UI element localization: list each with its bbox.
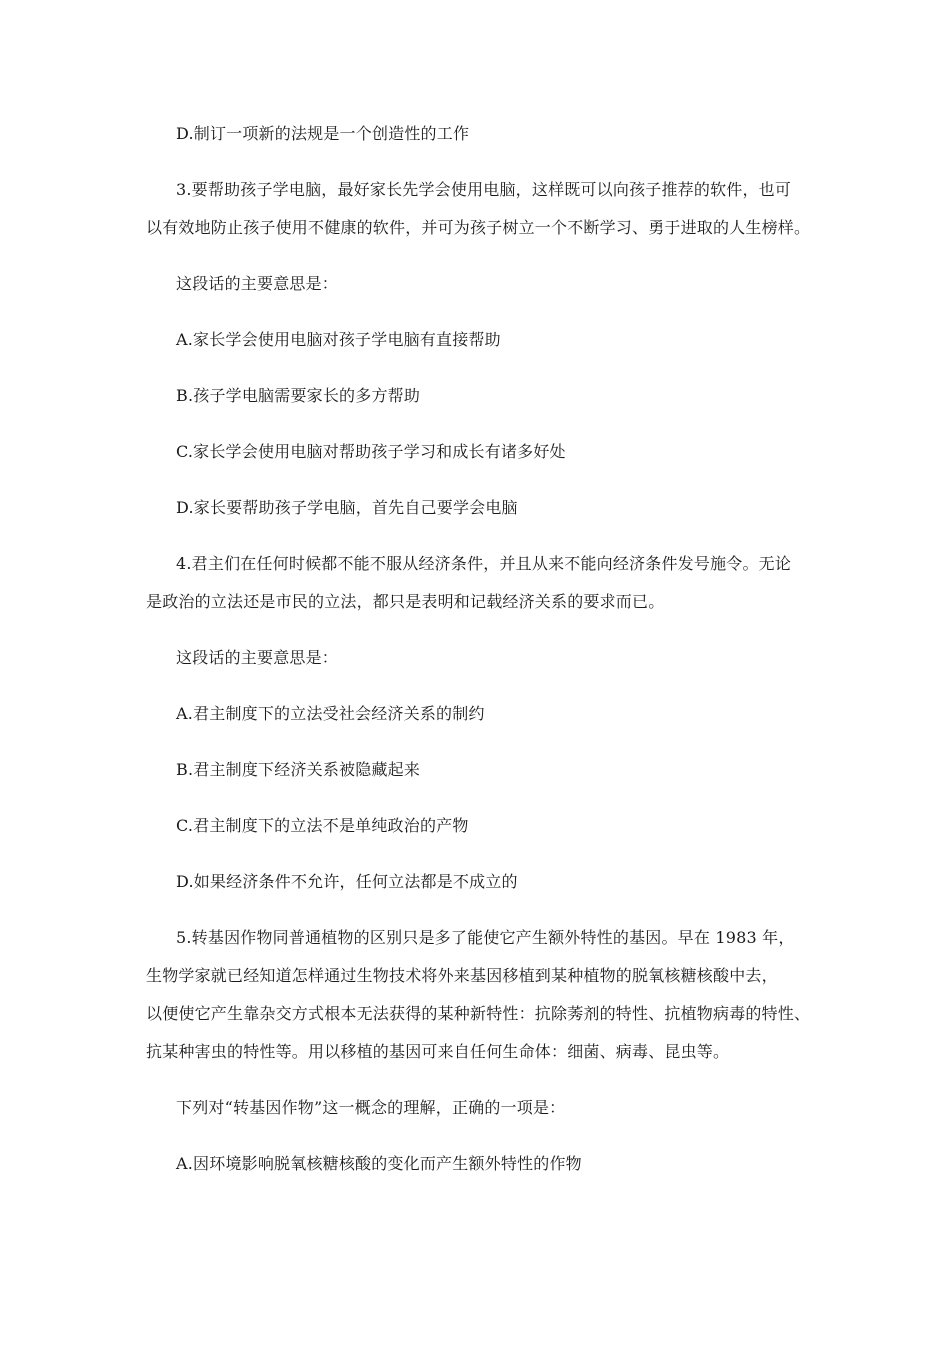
q4-option-b: B.君主制度下经济关系被隐藏起来 bbox=[176, 760, 421, 779]
q4-option-d: D.如果经济条件不允许，任何立法都是不成立的 bbox=[176, 872, 518, 891]
q5-question: 下列对“转基因作物”这一概念的理解，正确的一项是： bbox=[176, 1098, 566, 1117]
q3-option-c: C.家长学会使用电脑对帮助孩子学习和成长有诸多好处 bbox=[176, 442, 566, 461]
q4-option-a: A.君主制度下的立法受社会经济关系的制约 bbox=[176, 704, 485, 723]
q3-option-d: D.家长要帮助孩子学电脑，首先自己要学会电脑 bbox=[176, 498, 518, 517]
q4-option-c: C.君主制度下的立法不是单纯政治的产物 bbox=[176, 816, 469, 835]
q4-stem-line-2: 是政治的立法还是市民的立法，都只是表明和记载经济关系的要求而已。 bbox=[146, 592, 665, 611]
q3-option-a: A.家长学会使用电脑对孩子学电脑有直接帮助 bbox=[176, 330, 501, 349]
q3-question: 这段话的主要意思是： bbox=[176, 274, 339, 293]
q4-question: 这段话的主要意思是： bbox=[176, 648, 339, 667]
q5-stem-line-4: 抗某种害虫的特性等。用以移植的基因可来自任何生命体：细菌、病毒、昆虫等。 bbox=[146, 1042, 730, 1061]
q5-option-a: A.因环境影响脱氧核糖核酸的变化而产生额外特性的作物 bbox=[176, 1154, 582, 1173]
q2-option-d: D.制订一项新的法规是一个创造性的工作 bbox=[176, 124, 470, 143]
q3-stem-line-1: 3.要帮助孩子学电脑，最好家长先学会使用电脑，这样既可以向孩子推荐的软件，也可 bbox=[176, 180, 792, 199]
q4-stem-line-1: 4.君主们在任何时候都不能不服从经济条件，并且从来不能向经济条件发号施令。无论 bbox=[176, 554, 792, 573]
q5-stem-line-2: 生物学家就已经知道怎样通过生物技术将外来基因移植到某种植物的脱氧核糖核酸中去， bbox=[146, 966, 778, 985]
q3-option-b: B.孩子学电脑需要家长的多方帮助 bbox=[176, 386, 421, 405]
q5-stem-line-3: 以便使它产生靠杂交方式根本无法获得的某种新特性：抗除莠剂的特性、抗植物病毒的特性、 bbox=[146, 1004, 811, 1023]
q5-stem-line-1: 5.转基因作物同普通植物的区别只是多了能使它产生额外特性的基因。早在 1983 年， bbox=[176, 928, 795, 947]
q3-stem-line-2: 以有效地防止孩子使用不健康的软件，并可为孩子树立一个不断学习、勇于进取的人生榜样。 bbox=[146, 218, 811, 237]
